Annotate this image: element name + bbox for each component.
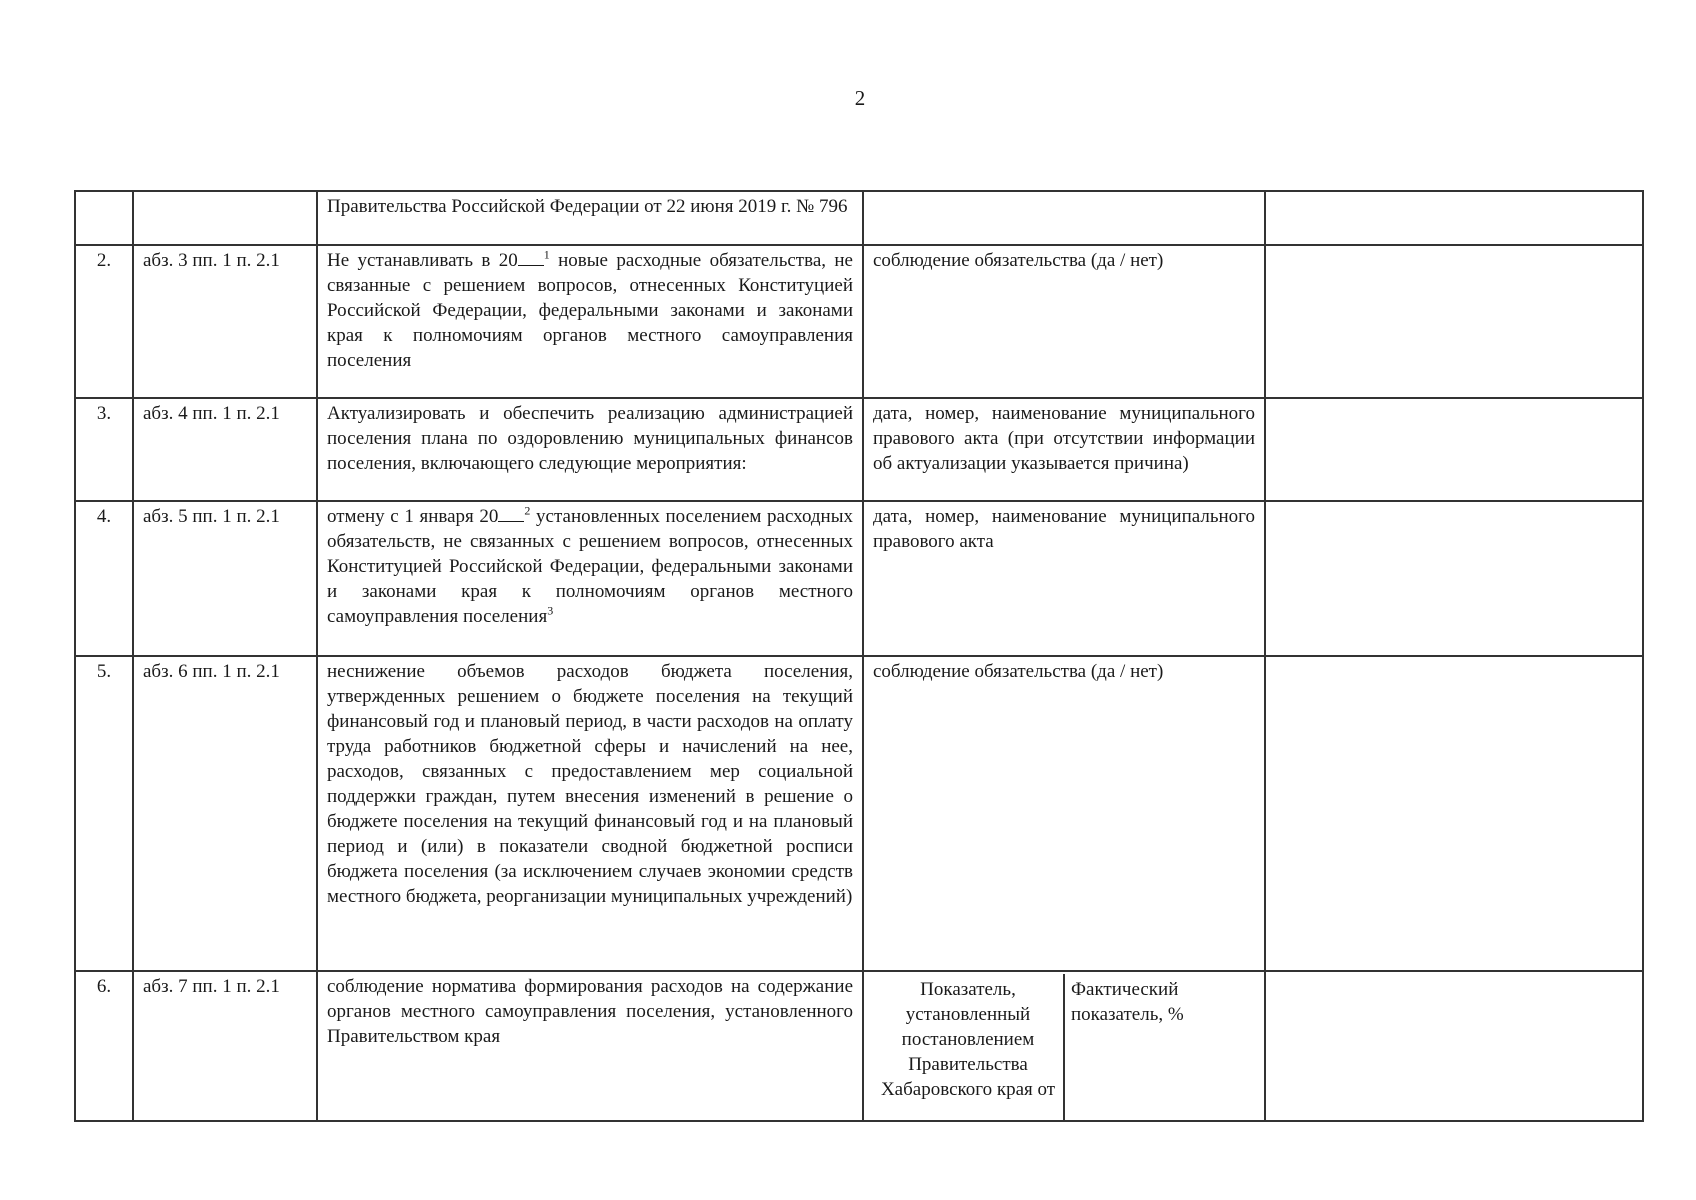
row-value [1265, 245, 1643, 398]
obligations-table [74, 190, 1644, 1122]
row-reference: абз. 7 пп. 1 п. 2.1 [133, 971, 317, 1121]
row-reference: абз. 4 пп. 1 п. 2.1 [133, 398, 317, 501]
row-number: 6. [75, 971, 133, 1121]
row-value [1265, 191, 1643, 245]
indicator-subtable [873, 974, 1255, 1120]
footnote-mark: 3 [547, 603, 554, 618]
row-text-part: новые расходные обязательства, не связанные с решением вопросов, отнесенных Конституцией Российской Федерации, федеральными законами и законами края к полномочиям органов местного самоуправления поселения [327, 250, 853, 371]
row-indicator: дата, номер, наименование муниципального правового акта [863, 501, 1265, 656]
row-value [1265, 501, 1643, 656]
page-number: 2 [854, 86, 866, 110]
row-number: 3. [75, 398, 133, 501]
table-row [75, 501, 1643, 656]
row-indicator [863, 971, 1265, 1121]
table-row [75, 971, 1643, 1121]
row-number: 5. [75, 656, 133, 971]
indicator-actual: Фактический показатель, % [1071, 979, 1184, 1025]
row-number: 4. [75, 501, 133, 656]
row-text: Правительства Российской Федерации от 22 июня 2019 г. № 796 [317, 191, 863, 245]
row-reference: абз. 3 пп. 1 п. 2.1 [133, 245, 317, 398]
blank-line [498, 507, 524, 522]
row-text: Актуализировать и обеспечить реализацию администрацией поселения плана по оздоровлению муниципальных финансов поселения, включающего следующие мероприятия: [317, 398, 863, 501]
table-row [75, 245, 1643, 398]
table-row [75, 656, 1643, 971]
row-indicator: соблюдение обязательства (да / нет) [863, 656, 1265, 971]
row-indicator: дата, номер, наименование муниципального правового акта (при отсутствии информации об актуализации указывается причина) [863, 398, 1265, 501]
row-text: соблюдение норматива формирования расходов на содержание органов местного самоуправления поселения, установленного Правительством края [317, 971, 863, 1121]
row-reference: абз. 5 пп. 1 п. 2.1 [133, 501, 317, 656]
row-number: 2. [75, 245, 133, 398]
row-indicator: соблюдение обязательства (да / нет) [863, 245, 1265, 398]
indicator-established: Показатель, установленный постановлением Правительства Хабаровского края от [873, 974, 1064, 1120]
footnote-mark: 2 [524, 503, 531, 518]
row-text [317, 501, 863, 656]
row-reference [133, 191, 317, 245]
row-text [317, 245, 863, 398]
table-row [75, 398, 1643, 501]
row-text-part: установленных поселением расходных обязательств, не связанных с решением вопросов, отнесенных Конституцией Российской Федерации, федеральными законами и законами края к полномочиям органов местного самоуправления поселения [327, 506, 853, 627]
row-number [75, 191, 133, 245]
blank-line [518, 251, 544, 266]
row-reference: абз. 6 пп. 1 п. 2.1 [133, 656, 317, 971]
footnote-mark: 1 [543, 247, 550, 262]
row-text-part: Не устанавливать в 20 [327, 250, 518, 271]
row-value [1265, 971, 1643, 1121]
table-row [75, 191, 1643, 245]
row-value [1265, 656, 1643, 971]
row-text-part: отмену с 1 января 20 [327, 506, 499, 527]
row-text: неснижение объемов расходов бюджета поселения, утвержденных решением о бюджете поселения на текущий финансовый год и плановый период, в части расходов на оплату труда работников бюджетной сферы и начислений на нее, расходов, связанных с предоставлением мер социальной поддержки граждан, путем внесения изменений в решение о бюджете поселения на текущий финансовый год и на плановый период и (или) в показатели сводной бюджетной росписи бюджета поселения (за исключением случаев экономии средств местного бюджета, реорганизации муниципальных учреждений) [317, 656, 863, 971]
row-indicator [863, 191, 1265, 245]
row-value [1265, 398, 1643, 501]
